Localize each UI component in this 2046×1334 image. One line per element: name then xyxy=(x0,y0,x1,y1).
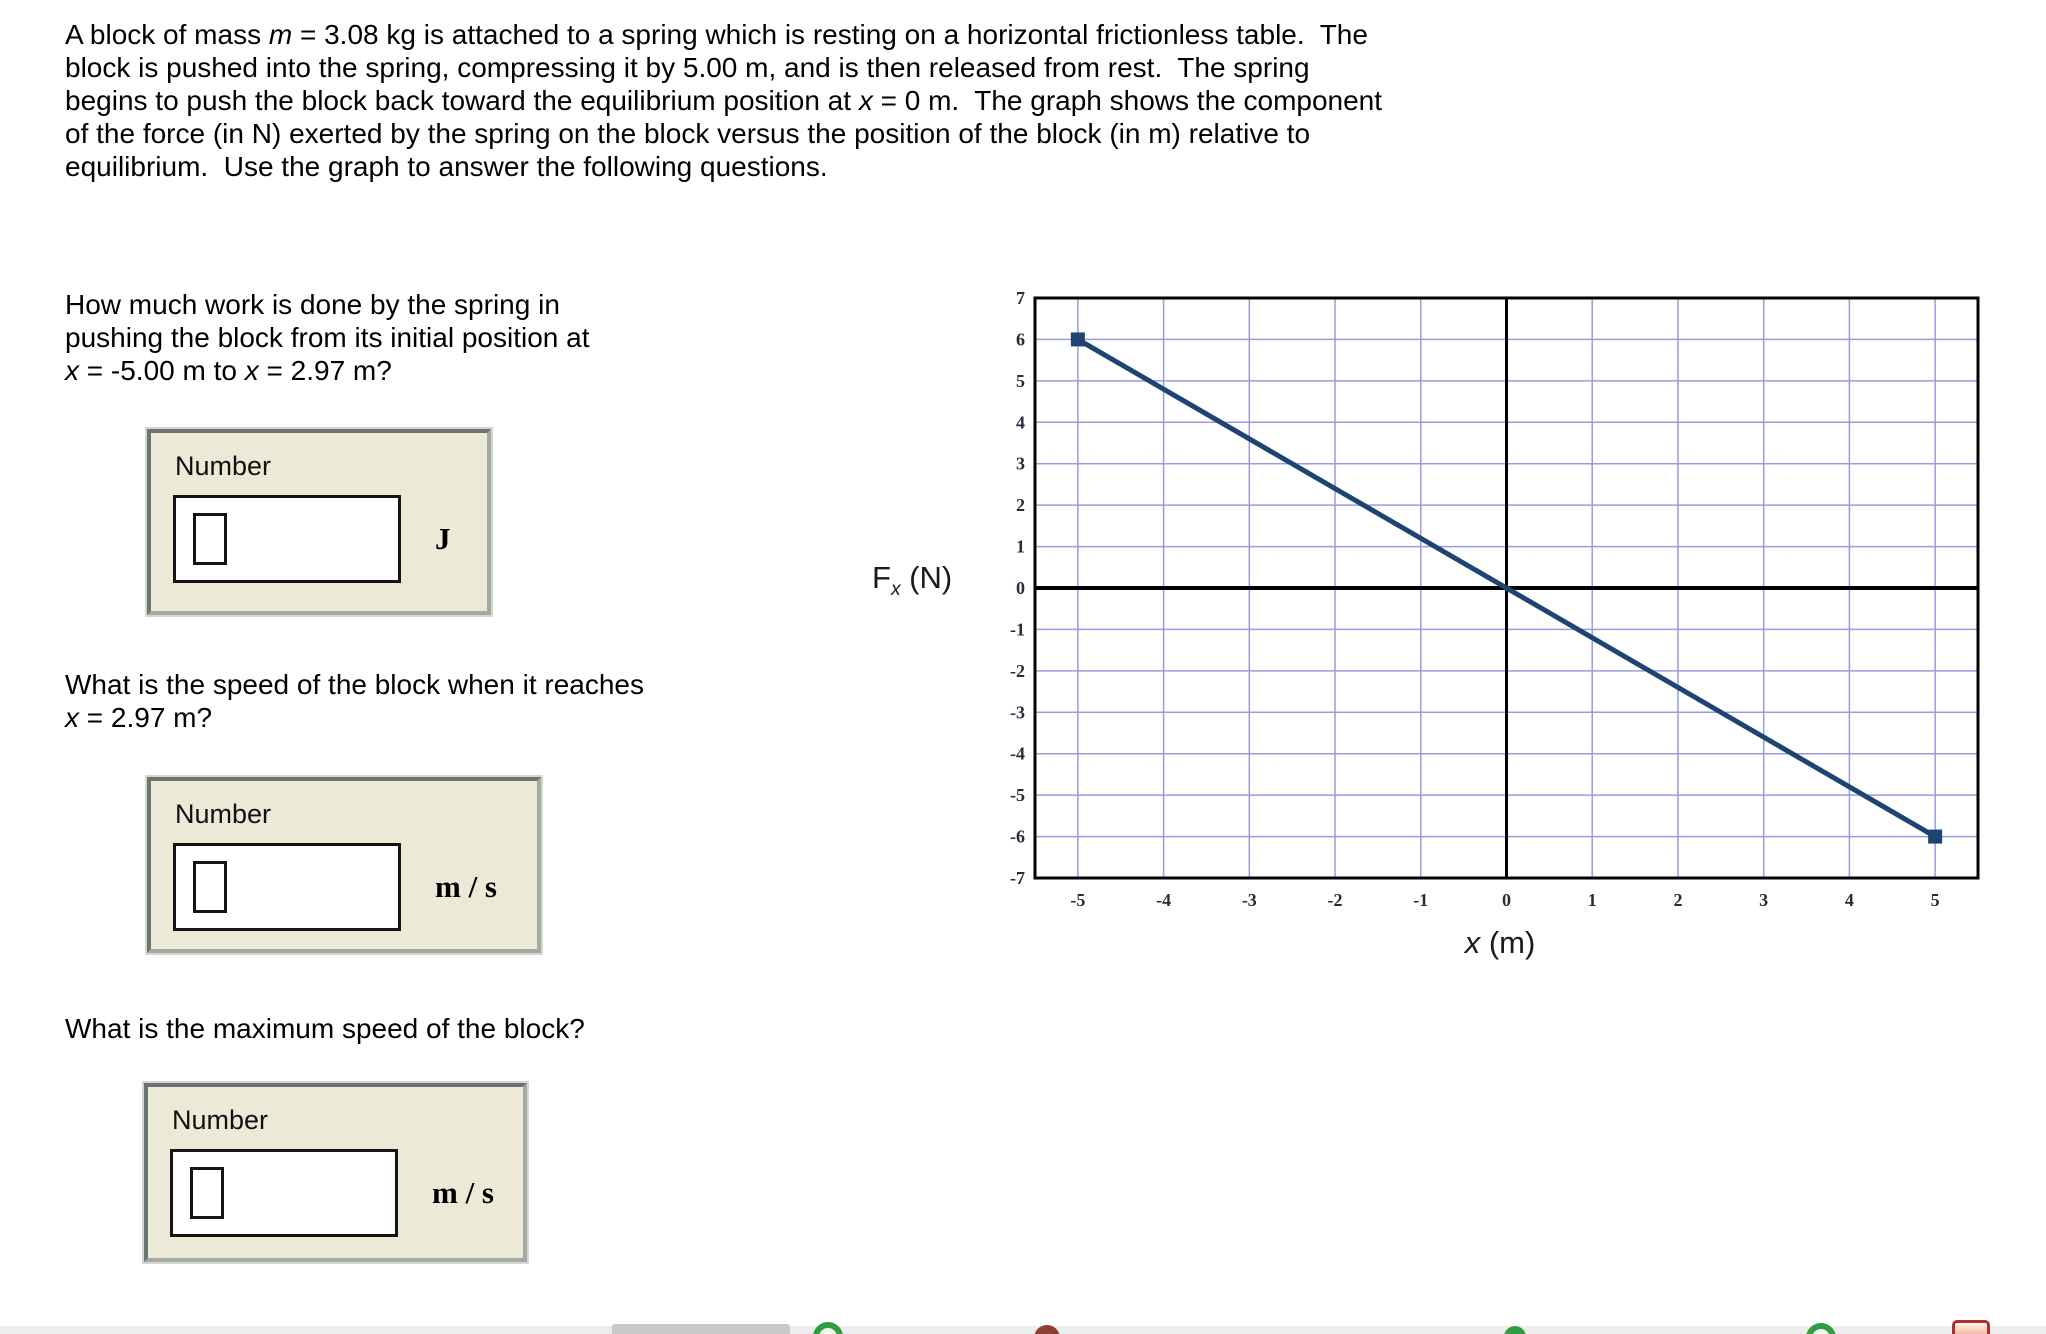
x-tick-label: -2 xyxy=(1327,890,1343,910)
y-tick-label: -3 xyxy=(1010,702,1025,723)
y-tick-label: 7 xyxy=(1016,288,1025,308)
answer-placeholder-box xyxy=(193,861,227,913)
x-tick-label: 3 xyxy=(1759,890,1769,910)
y-tick-label: 1 xyxy=(1016,536,1025,557)
x-axis-title: x (m) xyxy=(1464,925,1536,960)
y-tick-label: 5 xyxy=(1016,370,1025,391)
answer-label: Number xyxy=(172,1105,269,1135)
x-tick-label: -3 xyxy=(1241,890,1257,910)
answer-input-1[interactable] xyxy=(173,495,401,583)
x-tick-label: -1 xyxy=(1413,890,1429,910)
y-tick-label: -6 xyxy=(1010,826,1025,847)
y-tick-label: 2 xyxy=(1016,495,1025,516)
question-2-text: What is the speed of the block when it reaches x = 2.97 m? xyxy=(65,669,644,733)
answer-input-3[interactable] xyxy=(170,1149,398,1237)
unit-label: m / s xyxy=(435,869,497,904)
data-point-marker xyxy=(1928,830,1942,844)
y-tick-label: 3 xyxy=(1016,453,1025,474)
answer-box-1 xyxy=(147,429,491,615)
x-tick-label: 0 xyxy=(1502,890,1511,910)
y-axis-title: $F_x$ (N) xyxy=(872,560,953,601)
answer-placeholder-box xyxy=(190,1167,224,1219)
y-tick-label: 4 xyxy=(1016,412,1025,433)
problem-statement: A block of mass m = 3.08 kg is attached to a spring which is resting on a horizontal frictionless table. The block is pushed into the spring, compressing it by 5.00 m, and is then released from rest. The spring begins to push the block back toward the equilibrium position at x = 0 m. The graph shows the component of the force (in N) exerted by the spring on the block versus the position of the block (in m) relative to equilibrium. Use the graph to answer the following questions. xyxy=(65,19,1383,182)
green-ring-icon[interactable] xyxy=(813,1322,843,1334)
x-tick-label: 1 xyxy=(1587,890,1597,910)
bottom-edge-strip xyxy=(0,1326,2046,1334)
question-1-text: How much work is done by the spring in pushing the block from its initial position at x = -5.00 m to x = 2.97 m? xyxy=(65,289,590,386)
y-tick-label: 6 xyxy=(1016,329,1025,350)
y-tick-label: 0 xyxy=(1016,578,1025,598)
x-tick-label: -5 xyxy=(1070,890,1086,910)
x-tick-label: 4 xyxy=(1844,890,1854,910)
y-tick-label: -4 xyxy=(1010,743,1025,764)
x-tick-label: -4 xyxy=(1156,890,1172,910)
answer-box-3 xyxy=(144,1083,527,1262)
answer-label: Number xyxy=(175,799,272,829)
force-position-graph xyxy=(820,270,2046,980)
answer-placeholder-box xyxy=(193,513,227,565)
x-tick-label: 2 xyxy=(1673,890,1683,910)
y-tick-label: -5 xyxy=(1010,785,1025,806)
red-square-icon[interactable] xyxy=(1952,1320,1990,1334)
answer-box-2 xyxy=(147,777,541,953)
green-ring-icon[interactable] xyxy=(1806,1323,1836,1334)
answer-label: Number xyxy=(175,451,272,481)
y-tick-label: -1 xyxy=(1010,619,1025,640)
x-tick-label: 5 xyxy=(1930,890,1940,910)
question-3-text: What is the maximum speed of the block? xyxy=(65,1013,585,1044)
horizontal-scrollbar-thumb[interactable] xyxy=(612,1324,790,1334)
y-tick-label: -2 xyxy=(1010,660,1025,681)
answer-input-2[interactable] xyxy=(173,843,401,931)
y-tick-label: -7 xyxy=(1010,868,1025,888)
unit-label: J xyxy=(435,521,451,556)
data-point-marker xyxy=(1071,332,1085,346)
unit-label: m / s xyxy=(432,1175,494,1210)
